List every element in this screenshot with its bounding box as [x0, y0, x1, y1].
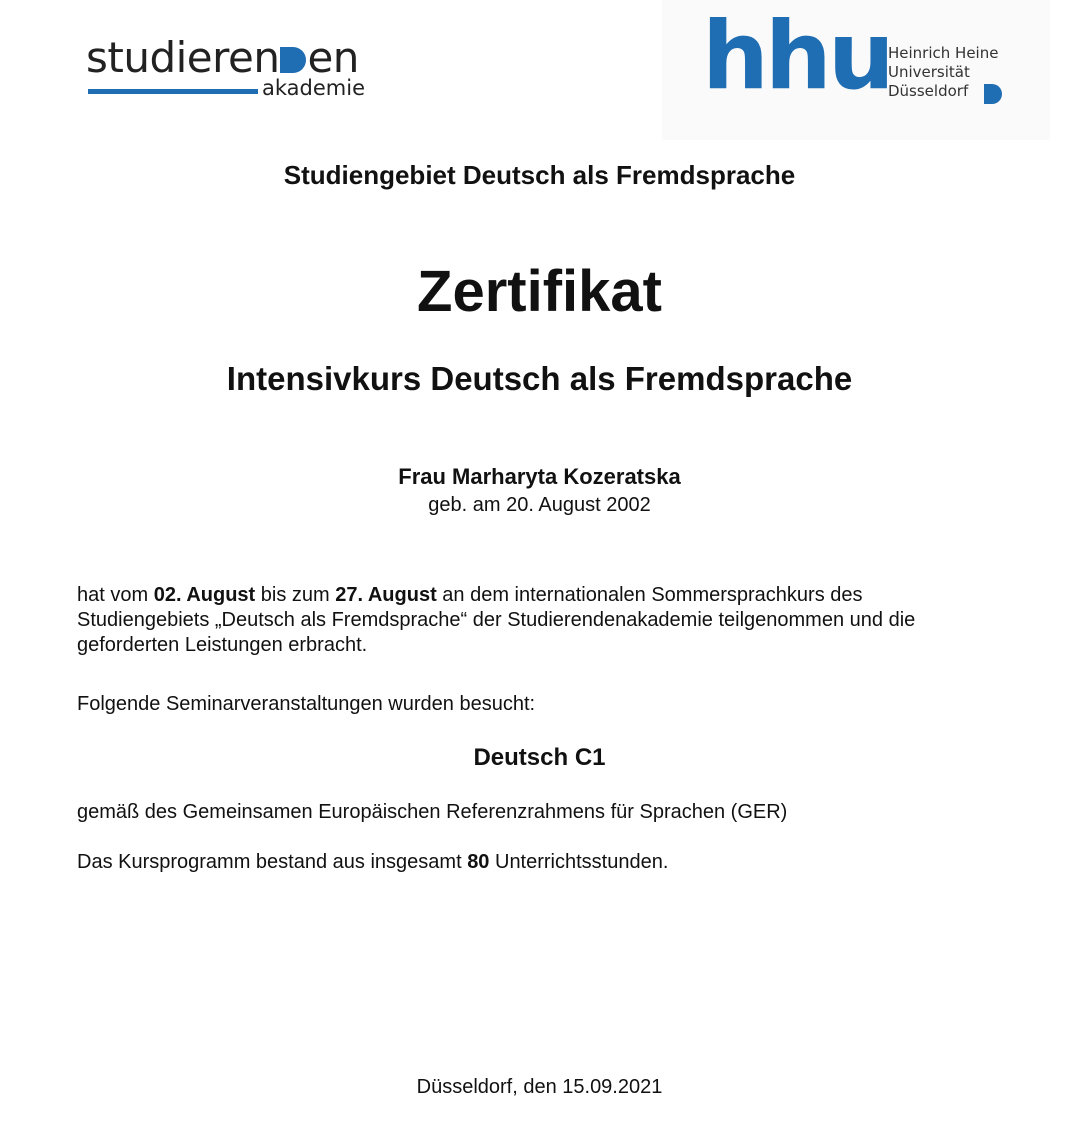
logo-subtext: akademie	[262, 76, 365, 100]
recipient-birthdate: geb. am 20. August 2002	[428, 494, 651, 516]
course-hours	[77, 850, 977, 875]
p1-text-c: an dem internationalen Sommersprachkurs des Studiengebiets „Deutsch als Fremdsprache“ der Studierendenakademie teilgenommen und die geforderten Leistungen erbracht.	[77, 584, 916, 656]
logo-d-shape-icon	[280, 47, 306, 73]
hours-text-b: Unterrichtsstunden.	[489, 851, 669, 873]
hours-number: 80	[467, 851, 490, 873]
hhu-logo	[662, 0, 1050, 140]
logo-word-part2: en	[307, 33, 359, 82]
studierendenakademie-logo	[86, 34, 376, 100]
course-start-date: 02. August	[153, 584, 256, 606]
logo-wordmark	[86, 34, 359, 82]
university-name-line3: Düsseldorf	[888, 82, 969, 100]
hhu-d-shape-icon	[984, 84, 1002, 104]
logo-word-part1: studieren	[86, 33, 280, 82]
p1-text-b: bis zum	[255, 584, 336, 606]
ger-reference: gemäß des Gemeinsamen Europäischen Referenzrahmens für Sprachen (GER)	[77, 801, 788, 823]
course-title: Intensivkurs Deutsch als Fremdsprache	[226, 360, 853, 397]
hhu-mark: hhu	[702, 2, 891, 111]
university-name-line1: Heinrich Heine	[888, 44, 999, 62]
university-name	[888, 44, 998, 101]
course-level: Deutsch C1	[473, 744, 606, 771]
participation-paragraph	[77, 583, 977, 658]
subject-area-heading: Studiengebiet Deutsch als Fremdsprache	[283, 160, 796, 190]
place-and-date: Düsseldorf, den 15.09.2021	[416, 1076, 663, 1098]
seminars-label: Folgende Seminarveranstaltungen wurden besucht:	[77, 693, 536, 715]
university-name-line2: Universität	[888, 63, 970, 81]
certificate-title: Zertifikat	[417, 259, 662, 324]
course-end-date: 27. August	[335, 584, 437, 606]
logo-underline	[88, 89, 258, 94]
recipient-name: Frau Marharyta Kozeratska	[398, 464, 681, 489]
hours-text-a: Das Kursprogramm bestand aus insgesamt	[77, 851, 468, 873]
p1-text-a: hat vom	[77, 584, 154, 606]
